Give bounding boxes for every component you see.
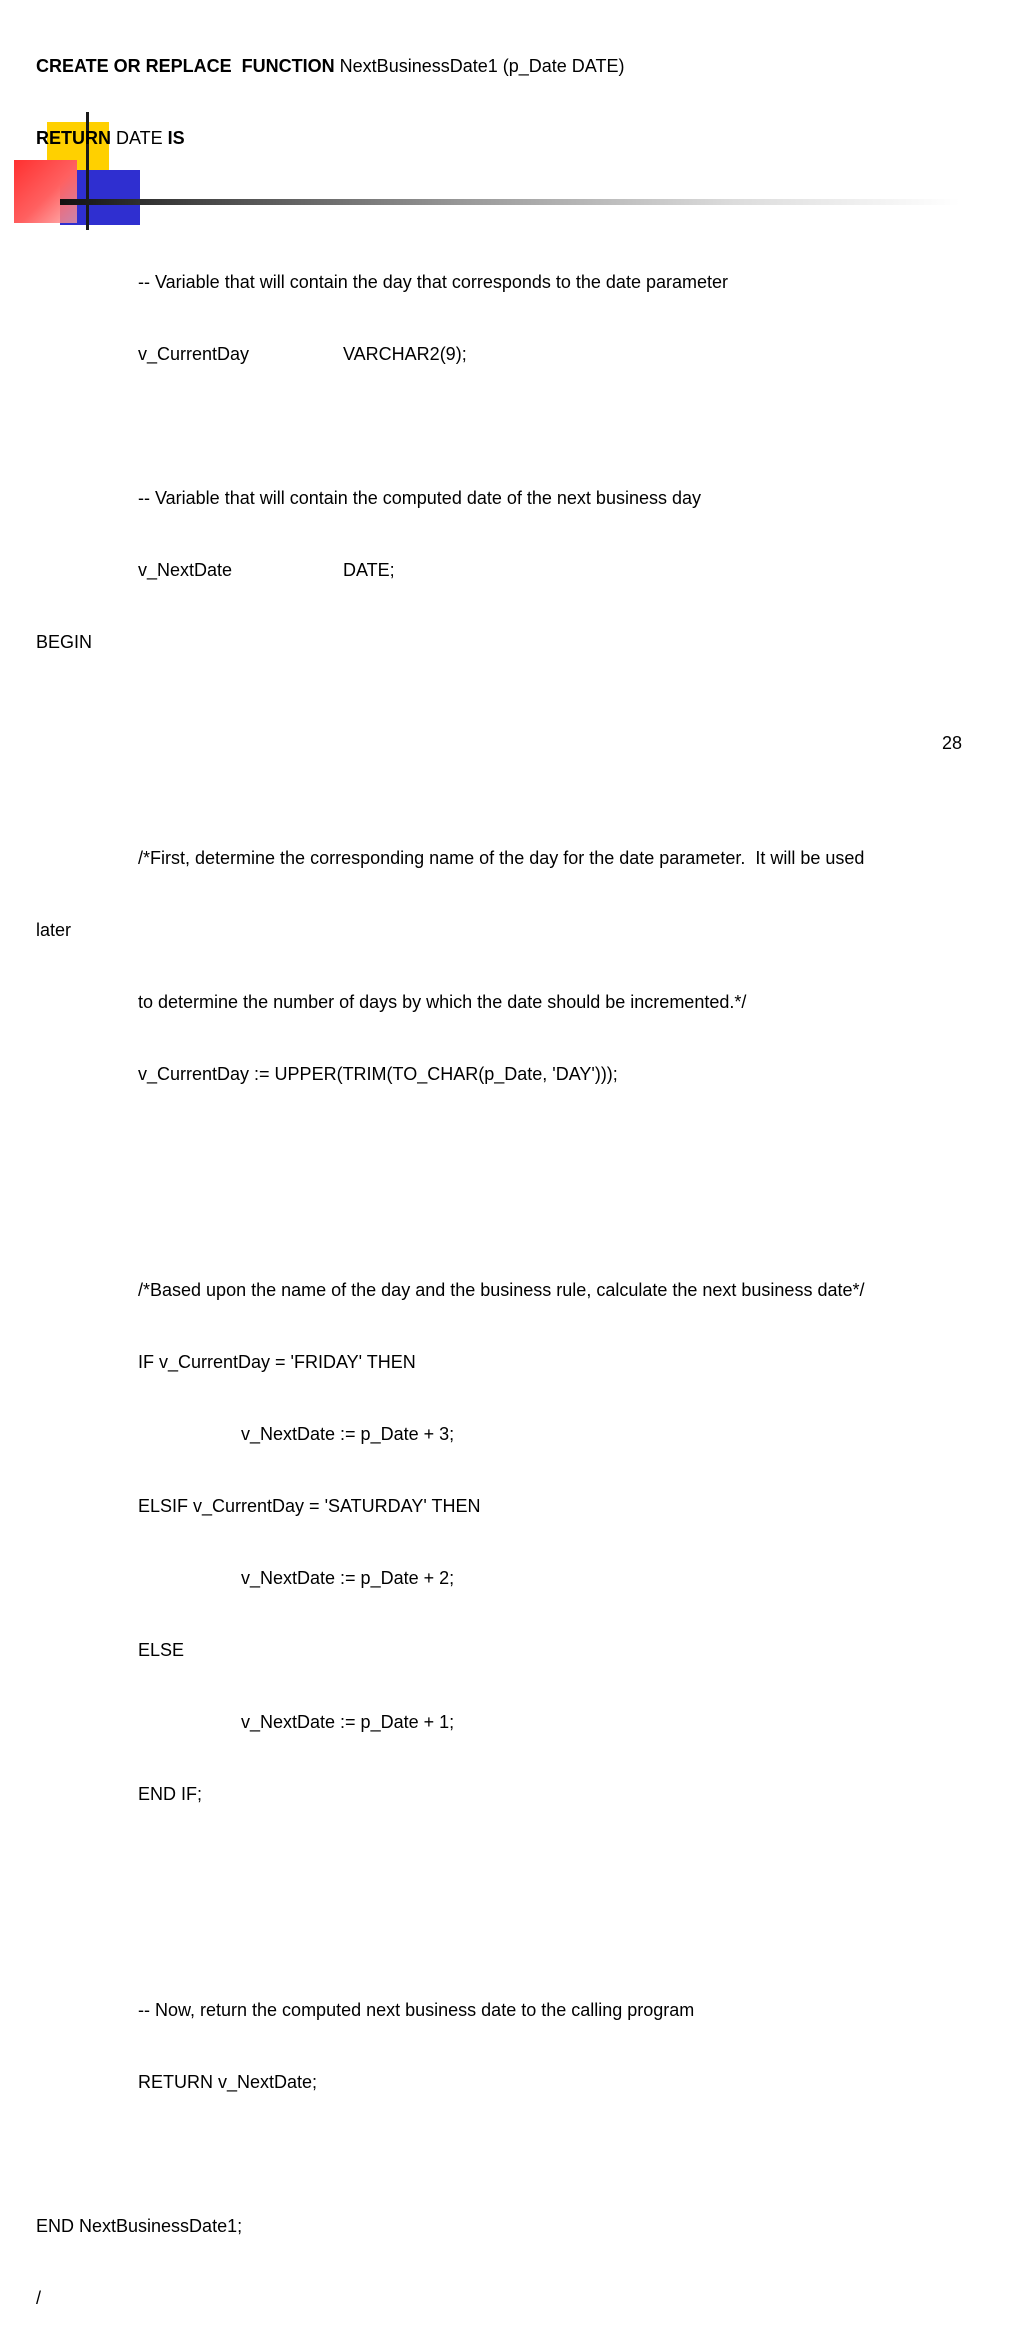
keyword-is: IS xyxy=(167,128,185,148)
comment-wrap: later xyxy=(36,920,72,940)
begin-keyword: BEGIN xyxy=(36,632,93,652)
comment-first-part: /*First, determine the corresponding name of the day for the date parameter. It will be used xyxy=(138,848,865,868)
header-line-1 xyxy=(36,54,865,78)
comment-business-rule: /*Based upon the name of the day and the business rule, calculate the next business date*/ xyxy=(138,1280,865,1300)
blank-line xyxy=(36,414,865,438)
function-signature: NextBusinessDate1 (p_Date DATE) xyxy=(334,56,625,76)
blank-line xyxy=(36,1854,865,1878)
terminator-slash: / xyxy=(36,2288,42,2308)
blank-line xyxy=(36,1134,865,1158)
slide-number: 28 xyxy=(941,733,962,753)
stmt-else: ELSE xyxy=(138,1640,185,1660)
stmt-add-3: v_NextDate := p_Date + 3; xyxy=(241,1424,455,1444)
comment-continued: to determine the number of days by which the date should be incremented.*/ xyxy=(138,992,747,1012)
blank-line xyxy=(36,774,865,798)
decl-next-date xyxy=(36,558,865,582)
header-line-2 xyxy=(36,126,865,150)
var-name: v_NextDate xyxy=(138,560,233,580)
decl-current-day xyxy=(36,342,865,366)
code-listing xyxy=(36,6,865,2334)
comment-return: -- Now, return the computed next business date to the calling program xyxy=(138,2000,695,2020)
blank-line xyxy=(36,1926,865,1950)
var-name: v_CurrentDay xyxy=(138,344,250,364)
blank-line xyxy=(36,198,865,222)
stmt-return: RETURN v_NextDate; xyxy=(138,2072,318,2092)
end-statement: END NextBusinessDate1; xyxy=(36,2216,243,2236)
stmt-if-friday: IF v_CurrentDay = 'FRIDAY' THEN xyxy=(138,1352,416,1372)
blank-line xyxy=(36,2142,865,2166)
blank-line xyxy=(36,702,865,726)
return-type: DATE xyxy=(111,128,168,148)
stmt-assign-current-day: v_CurrentDay := UPPER(TRIM(TO_CHAR(p_Date, 'DAY'))); xyxy=(138,1064,618,1084)
comment-current-day: -- Variable that will contain the day that corresponds to the date parameter xyxy=(138,272,728,292)
var-type: DATE; xyxy=(343,560,395,580)
keyword-return: RETURN xyxy=(36,128,111,148)
stmt-add-1: v_NextDate := p_Date + 1; xyxy=(241,1712,455,1732)
stmt-elsif-saturday: ELSIF v_CurrentDay = 'SATURDAY' THEN xyxy=(138,1496,481,1516)
comment-next-date: -- Variable that will contain the computed date of the next business day xyxy=(138,488,701,508)
stmt-end-if: END IF; xyxy=(138,1784,203,1804)
keyword-create-function: CREATE OR REPLACE FUNCTION xyxy=(36,56,335,76)
blank-line xyxy=(36,1206,865,1230)
stmt-add-2: v_NextDate := p_Date + 2; xyxy=(241,1568,455,1588)
var-type: VARCHAR2(9); xyxy=(343,344,467,364)
